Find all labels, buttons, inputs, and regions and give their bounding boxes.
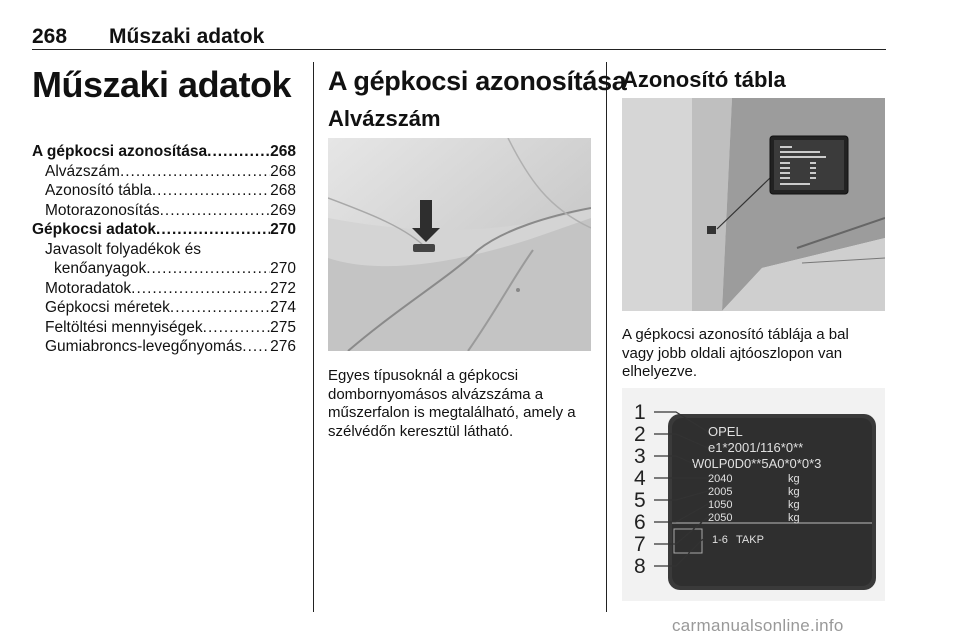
toc-leader-dots [170, 298, 270, 318]
toc-entry-page: 270 [270, 221, 296, 238]
toc-entry[interactable] [32, 162, 296, 182]
plate-bottom-left: 1-6 [712, 534, 728, 546]
toc-leader-dots [242, 337, 270, 357]
header-rule [32, 49, 886, 50]
plate-bottom-code: TAKP [736, 534, 764, 546]
toc-entry-title: Gumiabroncs-levegőnyomás [45, 338, 243, 355]
toc-entry[interactable] [32, 220, 296, 240]
toc-entry-title: Azonosító tábla [45, 182, 152, 199]
toc-entry-title: Alvázszám [45, 162, 120, 180]
plate-callout-number: 1 [634, 401, 646, 424]
toc-leader-dots [131, 279, 270, 299]
plate-weight: 2040 [708, 473, 733, 485]
toc-entry-page: 274 [270, 299, 296, 316]
paragraph-line: Egyes típusoknál a gépkocsi [328, 367, 519, 384]
toc-entry-title: kenőanyagok [54, 260, 147, 277]
plate-weight: 2050 [708, 512, 733, 524]
page-header [32, 25, 264, 49]
door-pillar-image [622, 98, 885, 311]
plate-weight: 2005 [708, 486, 733, 498]
toc-entry-title: Javasolt folyadékok és [45, 240, 201, 258]
footer-watermark: carmanualsonline.info [672, 616, 844, 635]
toc-entry-page: 275 [270, 318, 296, 336]
toc-leader-dots [203, 318, 270, 338]
toc-leader-dots [207, 142, 270, 162]
plate-weight-unit: kg [788, 499, 800, 511]
toc-leader-dots [160, 201, 271, 221]
toc-leader-dots [120, 162, 270, 182]
paragraph-line: elhelyezve. [622, 363, 698, 380]
toc-entry-title: Gépkocsi adatok [32, 221, 157, 238]
toc-entry-title: Motorazonosítás [45, 201, 160, 219]
toc-entry-title: Motoradatok [45, 279, 132, 297]
paragraph-line: vagy jobb oldali ajtóoszlopon van [622, 344, 843, 362]
plate-vin: W0LP0D0**5A0*0*0*3 [692, 456, 822, 471]
paragraph-line: műszerfalon is megtalálható, amely a [328, 404, 576, 421]
toc-entry-page: 268 [270, 162, 296, 180]
toc-entry[interactable] [32, 181, 296, 201]
plate-weight: 1050 [708, 499, 733, 511]
toc-leader-dots [146, 259, 270, 279]
toc-entry-page: 269 [270, 201, 296, 219]
column-divider-right [606, 62, 607, 612]
toc-entry[interactable] [32, 337, 296, 357]
table-of-contents [32, 142, 296, 357]
chapter-title: Műszaki adatok [32, 64, 292, 105]
plate-callout-number: 3 [634, 445, 646, 468]
toc-entry[interactable] [32, 240, 296, 260]
plate-callout-number: 4 [634, 467, 646, 490]
vin-description [328, 367, 598, 441]
page-number: 268 [32, 25, 68, 48]
subsection-heading-vin: Alvázszám [328, 106, 441, 131]
plate-approval-number: e1*2001/116*0** [708, 440, 804, 455]
plate-description [622, 326, 892, 382]
plate-weight-unit: kg [788, 473, 800, 485]
toc-entry[interactable] [32, 298, 296, 318]
plate-weight-unit: kg [788, 512, 800, 524]
paragraph-line: A gépkocsi azonosító táblája a bal [622, 326, 849, 343]
toc-entry-title: A gépkocsi azonosítása [32, 143, 208, 160]
toc-entry-page: 272 [270, 279, 296, 297]
plate-callout-number: 8 [634, 555, 646, 578]
plate-brand: OPEL [708, 424, 743, 439]
header-title: Műszaki adatok [109, 25, 265, 48]
toc-entry-page: 270 [270, 260, 296, 277]
plate-callout-number: 5 [634, 489, 646, 512]
paragraph-line: dombornyomásos alvázszáma a [328, 385, 544, 403]
plate-callout-number: 2 [634, 423, 646, 446]
subsection-heading-plate: Azonosító tábla [622, 67, 786, 92]
toc-entry-page: 276 [270, 338, 296, 355]
column-divider-left [313, 62, 314, 612]
plate-callout-number: 7 [634, 533, 646, 556]
vin-windshield-image [328, 138, 591, 351]
toc-entry-page: 268 [270, 182, 296, 199]
plate-weight-unit: kg [788, 486, 800, 498]
toc-entry[interactable] [32, 259, 296, 279]
section-heading: A gépkocsi azonosítása [328, 66, 627, 96]
toc-entry[interactable] [32, 201, 296, 221]
toc-entry[interactable] [32, 279, 296, 299]
toc-leader-dots [156, 220, 270, 240]
toc-entry-page: 268 [270, 143, 296, 160]
plate-callout-number: 6 [634, 511, 646, 534]
toc-entry-title: Gépkocsi méretek [45, 299, 170, 316]
toc-entry[interactable] [32, 318, 296, 338]
toc-entry[interactable] [32, 142, 296, 162]
plate-detail-image [622, 388, 885, 601]
toc-leader-dots [152, 181, 270, 201]
toc-entry-title: Feltöltési mennyiségek [45, 318, 203, 336]
paragraph-line: szélvédőn keresztül látható. [328, 422, 514, 440]
